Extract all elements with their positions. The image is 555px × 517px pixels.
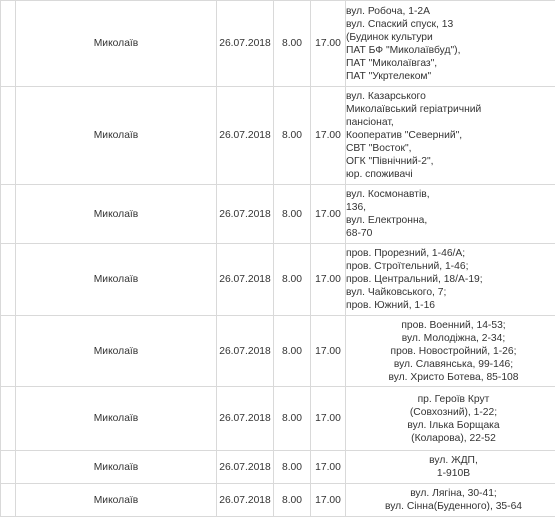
address-line: пров. Центральний, 18/А-19;	[346, 273, 555, 286]
start-time-cell: 8.00	[274, 244, 311, 316]
address-cell	[346, 185, 555, 244]
address-line: вул. Робоча, 1-2А	[346, 5, 555, 18]
address-line: пров. Новостройний, 1-26;	[346, 345, 555, 358]
address-line: вул. Сінна(Буденного), 35-64	[346, 500, 555, 513]
date-cell: 26.07.2018	[217, 451, 274, 484]
table-row	[1, 316, 555, 387]
address-line: ОГК "Північний-2",	[346, 155, 555, 168]
table-row	[1, 451, 555, 484]
city-cell: Миколаїв	[16, 1, 217, 87]
address-cell	[346, 451, 555, 484]
start-time-cell: 8.00	[274, 185, 311, 244]
end-time-cell: 17.00	[311, 185, 346, 244]
address-cell	[346, 387, 555, 451]
end-time-cell: 17.00	[311, 451, 346, 484]
date-cell: 26.07.2018	[217, 185, 274, 244]
row-marker-cell	[1, 387, 16, 451]
start-time-cell: 8.00	[274, 451, 311, 484]
address-cell	[346, 87, 555, 185]
end-time-cell: 17.00	[311, 244, 346, 316]
city-cell: Миколаїв	[16, 185, 217, 244]
address-line: вул. Казарського	[346, 90, 555, 103]
row-marker-cell	[1, 244, 16, 316]
city-cell: Миколаїв	[16, 451, 217, 484]
address-line: вул. Електронна,	[346, 214, 555, 227]
end-time-cell: 17.00	[311, 387, 346, 451]
address-cell	[346, 484, 555, 517]
table-row	[1, 1, 555, 87]
address-line: вул. Ілька Борщака	[346, 419, 555, 432]
address-line: Миколаївський геріатричний	[346, 103, 555, 116]
start-time-cell: 8.00	[274, 87, 311, 185]
row-marker-cell	[1, 316, 16, 387]
address-line: вул. Славянська, 99-146;	[346, 358, 555, 371]
city-cell: Миколаїв	[16, 87, 217, 185]
address-line: пров. Военний, 14-53;	[346, 319, 555, 332]
address-line: вул. Чайковського, 7;	[346, 286, 555, 299]
start-time-cell: 8.00	[274, 387, 311, 451]
address-line: пров. Строїтельний, 1-46;	[346, 260, 555, 273]
city-cell: Миколаїв	[16, 244, 217, 316]
address-line: пров. Южний, 1-16	[346, 299, 555, 312]
city-cell: Миколаїв	[16, 484, 217, 517]
address-line: пансіонат,	[346, 116, 555, 129]
date-cell: 26.07.2018	[217, 387, 274, 451]
row-marker-cell	[1, 1, 16, 87]
table-row	[1, 185, 555, 244]
date-cell: 26.07.2018	[217, 87, 274, 185]
address-line: вул. Христо Ботева, 85-108	[346, 371, 555, 384]
address-line: СВТ "Восток",	[346, 142, 555, 155]
row-marker-cell	[1, 185, 16, 244]
table-row	[1, 387, 555, 451]
address-line: пр. Героїв Крут	[346, 393, 555, 406]
row-marker-cell	[1, 484, 16, 517]
outage-schedule-body	[1, 1, 555, 517]
address-cell	[346, 316, 555, 387]
address-line: вул. Молодіжна, 2-34;	[346, 332, 555, 345]
date-cell: 26.07.2018	[217, 1, 274, 87]
end-time-cell: 17.00	[311, 1, 346, 87]
end-time-cell: 17.00	[311, 87, 346, 185]
address-line: вул. ЖДП,	[346, 454, 555, 467]
date-cell: 26.07.2018	[217, 484, 274, 517]
address-cell	[346, 244, 555, 316]
address-line: ПАТ БФ "Миколаївбуд"),	[346, 44, 555, 57]
address-line: вул. Космонавтів,	[346, 188, 555, 201]
address-line: юр. споживачі	[346, 168, 555, 181]
address-line: ПАТ "Укртелеком"	[346, 70, 555, 83]
address-line: вул. Спаский спуск, 13	[346, 18, 555, 31]
address-line: ПАТ "Миколаївгаз",	[346, 57, 555, 70]
address-line: 136,	[346, 201, 555, 214]
table-row	[1, 484, 555, 517]
city-cell: Миколаїв	[16, 316, 217, 387]
address-line: вул. Лягіна, 30-41;	[346, 487, 555, 500]
address-line: 1-910В	[346, 467, 555, 480]
address-line: 68-70	[346, 227, 555, 240]
city-cell: Миколаїв	[16, 387, 217, 451]
address-line: (Совхозний), 1-22;	[346, 406, 555, 419]
start-time-cell: 8.00	[274, 316, 311, 387]
start-time-cell: 8.00	[274, 1, 311, 87]
table-row	[1, 244, 555, 316]
address-line: Кооператив "Северний",	[346, 129, 555, 142]
date-cell: 26.07.2018	[217, 316, 274, 387]
row-marker-cell	[1, 451, 16, 484]
date-cell: 26.07.2018	[217, 244, 274, 316]
address-line: пров. Прорезний, 1-46/А;	[346, 247, 555, 260]
start-time-cell: 8.00	[274, 484, 311, 517]
address-line: (Коларова), 22-52	[346, 432, 555, 445]
table-row	[1, 87, 555, 185]
end-time-cell: 17.00	[311, 316, 346, 387]
end-time-cell: 17.00	[311, 484, 346, 517]
address-cell	[346, 1, 555, 87]
address-line: (Будинок культури	[346, 31, 555, 44]
row-marker-cell	[1, 87, 16, 185]
